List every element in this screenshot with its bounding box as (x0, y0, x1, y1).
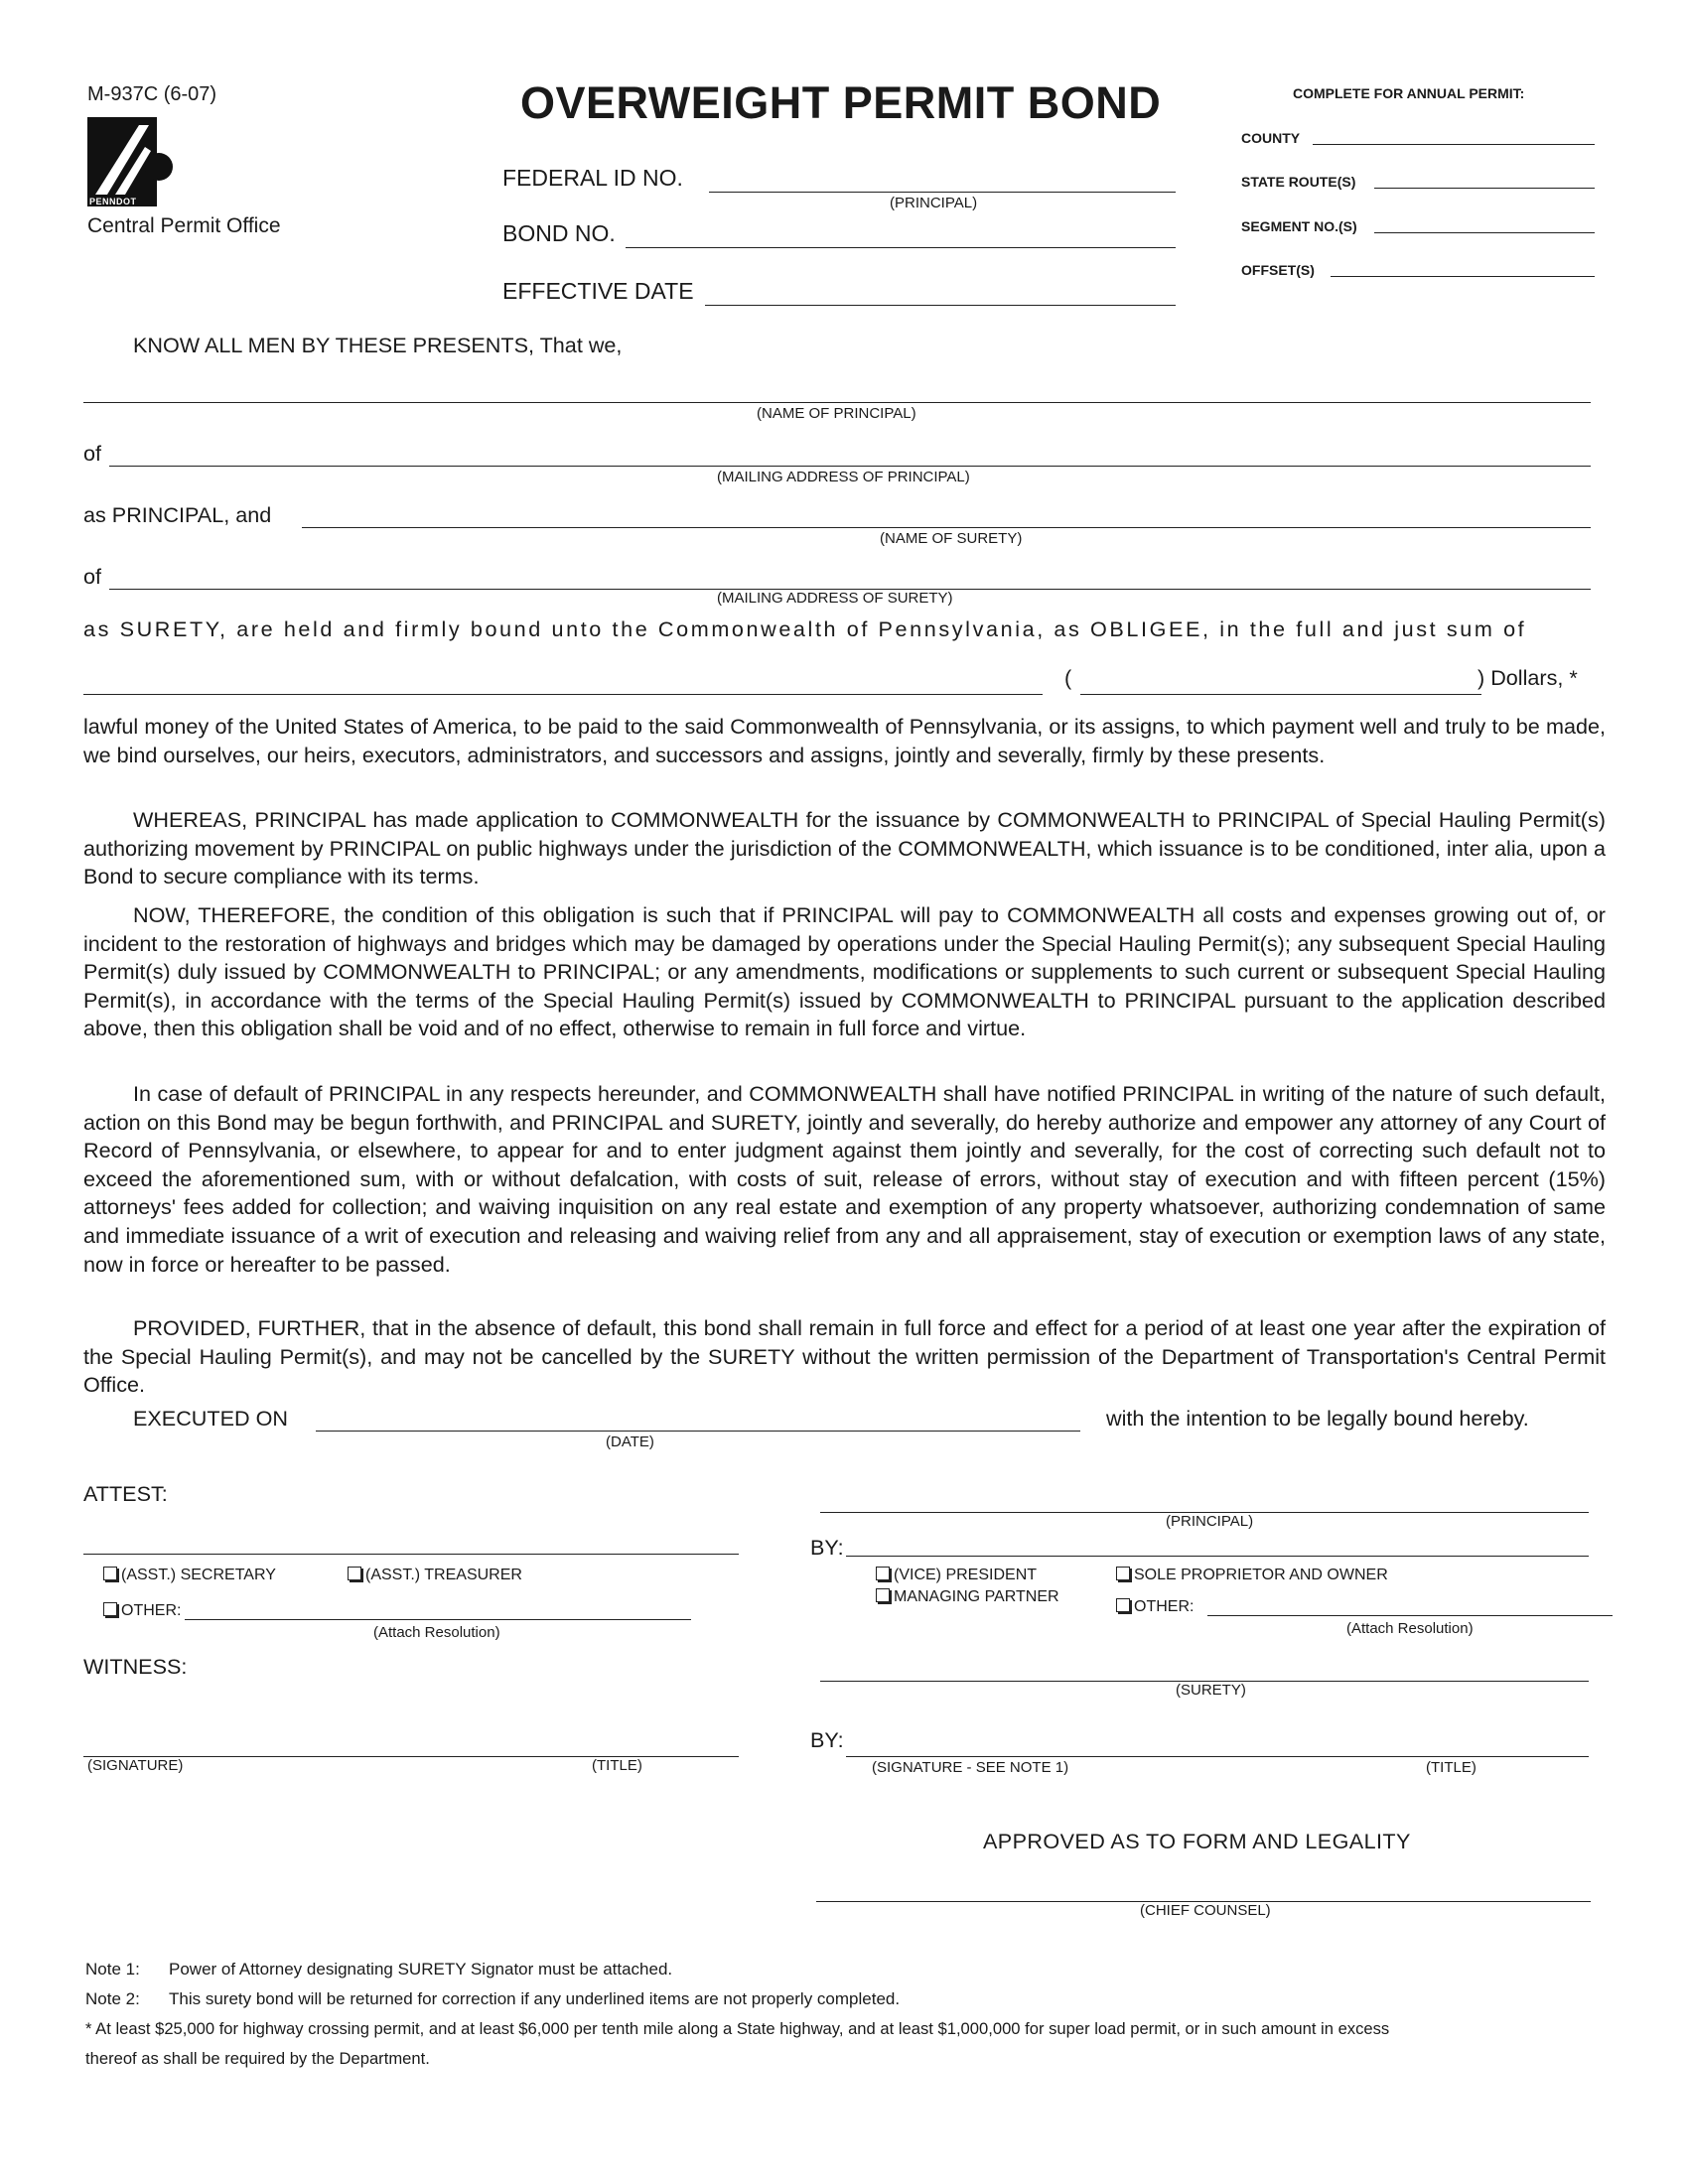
surety-address-caption: (MAILING ADDRESS OF SURETY) (717, 590, 953, 607)
attest-other-field[interactable] (185, 1594, 691, 1620)
surety-name-field[interactable] (302, 498, 1591, 528)
page-title: OVERWEIGHT PERMIT BOND (520, 77, 1162, 128)
date-caption: (DATE) (606, 1433, 654, 1450)
executed-on-label: EXECUTED ON (133, 1406, 288, 1431)
asst-secretary-label: (ASST.) SECRETARY (121, 1567, 276, 1583)
offsets-field[interactable] (1331, 251, 1595, 277)
witness-title-caption: (TITLE) (592, 1757, 642, 1774)
of-label-principal: of (83, 441, 102, 466)
surety-name-caption: (NAME OF SURETY) (880, 530, 1023, 547)
executed-on-field[interactable] (316, 1402, 1080, 1432)
chief-counsel-field[interactable] (816, 1872, 1591, 1902)
asst-secretary-checkbox[interactable] (103, 1567, 276, 1584)
paragraph-default: In case of default of PRINCIPAL in any respects hereunder, and COMMONWEALTH shall have notified PRINCIPAL in writing of the nature of such default, action on this Bond may be begun forthwith, and PRINCIPAL and SURETY, jointly and severally, do hereby authorize and empower any attorney of any Court of Record of Pennsylvania, or elsewhere, to appear for and to enter judgment against them jointly and severally, for the cost of correcting such default not to exceed the aforementioned sum, with or without defalcation, with costs of suit, release of errors, without stay of execution and with fifteen percent (15%) attorneys' fees added for collection; and waiving inquisition on any real estate and exemption of any property whatsoever, authorizing condemnation of same and immediate issuance of a writ of execution and releasing and waiving relief from any and all appraisement, stay of execution or exemption laws of any state, now in force or hereafter to be passed. (83, 1081, 1606, 1277)
penndot-logo-icon (87, 117, 177, 206)
checkbox-icon[interactable] (103, 1602, 117, 1616)
as-principal-label: as PRINCIPAL, and (83, 502, 272, 527)
right-attach-resolution: (Attach Resolution) (1346, 1620, 1474, 1637)
right-other-label: OTHER: (1134, 1598, 1195, 1615)
vice-president-label: (VICE) PRESIDENT (894, 1567, 1038, 1583)
sum-figures-field[interactable] (1080, 665, 1481, 695)
checkbox-icon[interactable] (1116, 1598, 1130, 1612)
footnote-line-2: thereof as shall be required by the Department. (85, 2049, 430, 2068)
sole-proprietor-label: SOLE PROPRIETOR AND OWNER (1134, 1567, 1388, 1583)
attest-signature-field[interactable] (83, 1525, 739, 1555)
note-2-text: This surety bond will be returned for correction if any underlined items are not properly completed. (169, 1989, 901, 2008)
of-label-surety: of (83, 564, 102, 589)
paragraph-provided-further: PROVIDED, FURTHER, that in the absence of default, this bond shall remain in full force and effect for a period of at least one year after the expiration of the Special Hauling Permit(s), and may not be cancelled by the SURETY without the written permission of the Department of Transportation's Central Permit Office. (83, 1315, 1606, 1398)
by-label-principal: BY: (810, 1535, 844, 1560)
effective-date-label: EFFECTIVE DATE (502, 278, 694, 304)
segment-label: SEGMENT NO.(S) (1241, 218, 1357, 234)
witness-signature-caption: (SIGNATURE) (87, 1757, 184, 1774)
county-field[interactable] (1313, 119, 1595, 145)
asst-treasurer-checkbox[interactable] (348, 1567, 522, 1584)
chief-counsel-caption: (CHIEF COUNSEL) (1140, 1902, 1271, 1919)
attest-other-checkbox[interactable] (103, 1602, 181, 1620)
approved-label: APPROVED AS TO FORM AND LEGALITY (983, 1829, 1411, 1853)
attest-label: ATTEST: (83, 1481, 168, 1506)
note-1-label: Note 1: (85, 1960, 140, 1979)
dollars-label: ) Dollars, * (1477, 665, 1578, 690)
surety-signature-field[interactable] (820, 1652, 1589, 1682)
managing-partner-checkbox[interactable] (876, 1588, 1059, 1606)
paragraph-whereas: WHEREAS, PRINCIPAL has made application to COMMONWEALTH for the issuance by COMMONWEALTH to PRINCIPAL of Special Hauling Permit(s) authorizing movement by PRINCIPAL on public highways under the jurisdiction of the COMMONWEALTH, which issuance is to be conditioned, inter alia, upon a Bond to secure compliance with its terms. (83, 807, 1606, 889)
asst-treasurer-label: (ASST.) TREASURER (365, 1567, 522, 1583)
witness-signature-field[interactable] (83, 1727, 739, 1757)
surety-sentence: as SURETY, are held and firmly bound unto the Commonwealth of Pennsylvania, as OBLIGEE, in the full and just sum of (83, 616, 1527, 641)
vice-president-checkbox[interactable] (876, 1567, 1037, 1584)
checkbox-icon[interactable] (348, 1567, 361, 1580)
federal-id-principal-caption: (PRINCIPAL) (890, 195, 978, 211)
segment-field[interactable] (1374, 207, 1595, 233)
sum-open-paren: ( (1064, 665, 1072, 690)
penndot-logo (87, 117, 177, 206)
form-number: M-937C (6-07) (87, 83, 217, 105)
checkbox-icon[interactable] (876, 1588, 890, 1602)
checkbox-icon[interactable] (876, 1567, 890, 1580)
checkbox-icon[interactable] (1116, 1567, 1130, 1580)
paragraph-now-therefore: NOW, THEREFORE, the condition of this obligation is such that if PRINCIPAL will pay to COMMONWEALTH all costs and expenses growing out of, or incident to the restoration of highways and bridges which may be damaged by operations under the Special Hauling Permit(s); any subsequent Special Hauling Permit(s) duly issued by COMMONWEALTH to PRINCIPAL; or any amendments, modifications or supplements to such current or subsequent Special Hauling Permit(s), in accordance with the terms of the Special Hauling Permit(s) issued by COMMONWEALTH to PRINCIPAL pursuant to the application described above, then this obligation shall be void and of no effect, otherwise to remain in full force and virtue. (83, 902, 1606, 1041)
logo-text: PENNDOT (89, 197, 137, 206)
surety-signature-caption: (SIGNATURE - SEE NOTE 1) (872, 1759, 1069, 1776)
surety-address-field[interactable] (109, 560, 1591, 590)
intention-text: with the intention to be legally bound hereby. (1106, 1406, 1529, 1431)
annual-permit-heading: COMPLETE FOR ANNUAL PERMIT: (1293, 85, 1525, 101)
intro-text: KNOW ALL MEN BY THESE PRESENTS, That we, (133, 333, 623, 357)
principal-name-caption: (NAME OF PRINCIPAL) (757, 405, 916, 422)
surety-by-field[interactable] (846, 1727, 1589, 1757)
county-label: COUNTY (1241, 130, 1301, 146)
sum-words-field[interactable] (83, 665, 1043, 695)
bond-no-label: BOND NO. (502, 220, 616, 246)
by-label-surety: BY: (810, 1727, 844, 1752)
right-principal-caption: (PRINCIPAL) (1166, 1513, 1254, 1530)
footnote-line-1: * At least $25,000 for highway crossing permit, and at least $6,000 per tenth mile along a State highway, and at least $1,000,000 for super load permit, or in such amount in excess (85, 2019, 1390, 2038)
principal-name-field[interactable] (83, 373, 1591, 403)
bond-no-field[interactable] (626, 218, 1176, 248)
attest-attach-resolution: (Attach Resolution) (373, 1624, 500, 1641)
managing-partner-label: MANAGING PARTNER (894, 1588, 1059, 1605)
sole-proprietor-checkbox[interactable] (1116, 1567, 1388, 1584)
principal-address-field[interactable] (109, 437, 1591, 467)
paragraph-lawful-money: lawful money of the United States of America, to be paid to the said Commonwealth of Pennsylvania, or its assigns, to which payment well and truly to be made, we bind ourselves, our heirs, executors, administrators, and successors and assigns, jointly and severally, firmly by these presents. (83, 714, 1606, 767)
principal-by-field[interactable] (846, 1527, 1589, 1557)
surety-caption: (SURETY) (1176, 1682, 1246, 1699)
attest-other-label: OTHER: (121, 1602, 182, 1619)
checkbox-icon[interactable] (103, 1567, 117, 1580)
note-2 (85, 1989, 900, 2009)
note-2-label: Note 2: (85, 1989, 140, 2008)
surety-title-caption: (TITLE) (1426, 1759, 1477, 1776)
note-1 (85, 1960, 672, 1979)
witness-label: WITNESS: (83, 1654, 188, 1679)
offsets-label: OFFSET(S) (1241, 262, 1315, 278)
office-name: Central Permit Office (87, 214, 281, 237)
principal-address-caption: (MAILING ADDRESS OF PRINCIPAL) (717, 469, 970, 485)
federal-id-field[interactable] (709, 163, 1176, 193)
note-1-text: Power of Attorney designating SURETY Signator must be attached. (169, 1960, 673, 1979)
state-routes-label: STATE ROUTE(S) (1241, 174, 1356, 190)
federal-id-label: FEDERAL ID NO. (502, 165, 683, 191)
state-routes-field[interactable] (1374, 163, 1595, 189)
principal-signature-field[interactable] (820, 1483, 1589, 1513)
right-other-field[interactable] (1207, 1590, 1613, 1616)
effective-date-field[interactable] (705, 276, 1176, 306)
right-other-checkbox[interactable] (1116, 1598, 1194, 1616)
